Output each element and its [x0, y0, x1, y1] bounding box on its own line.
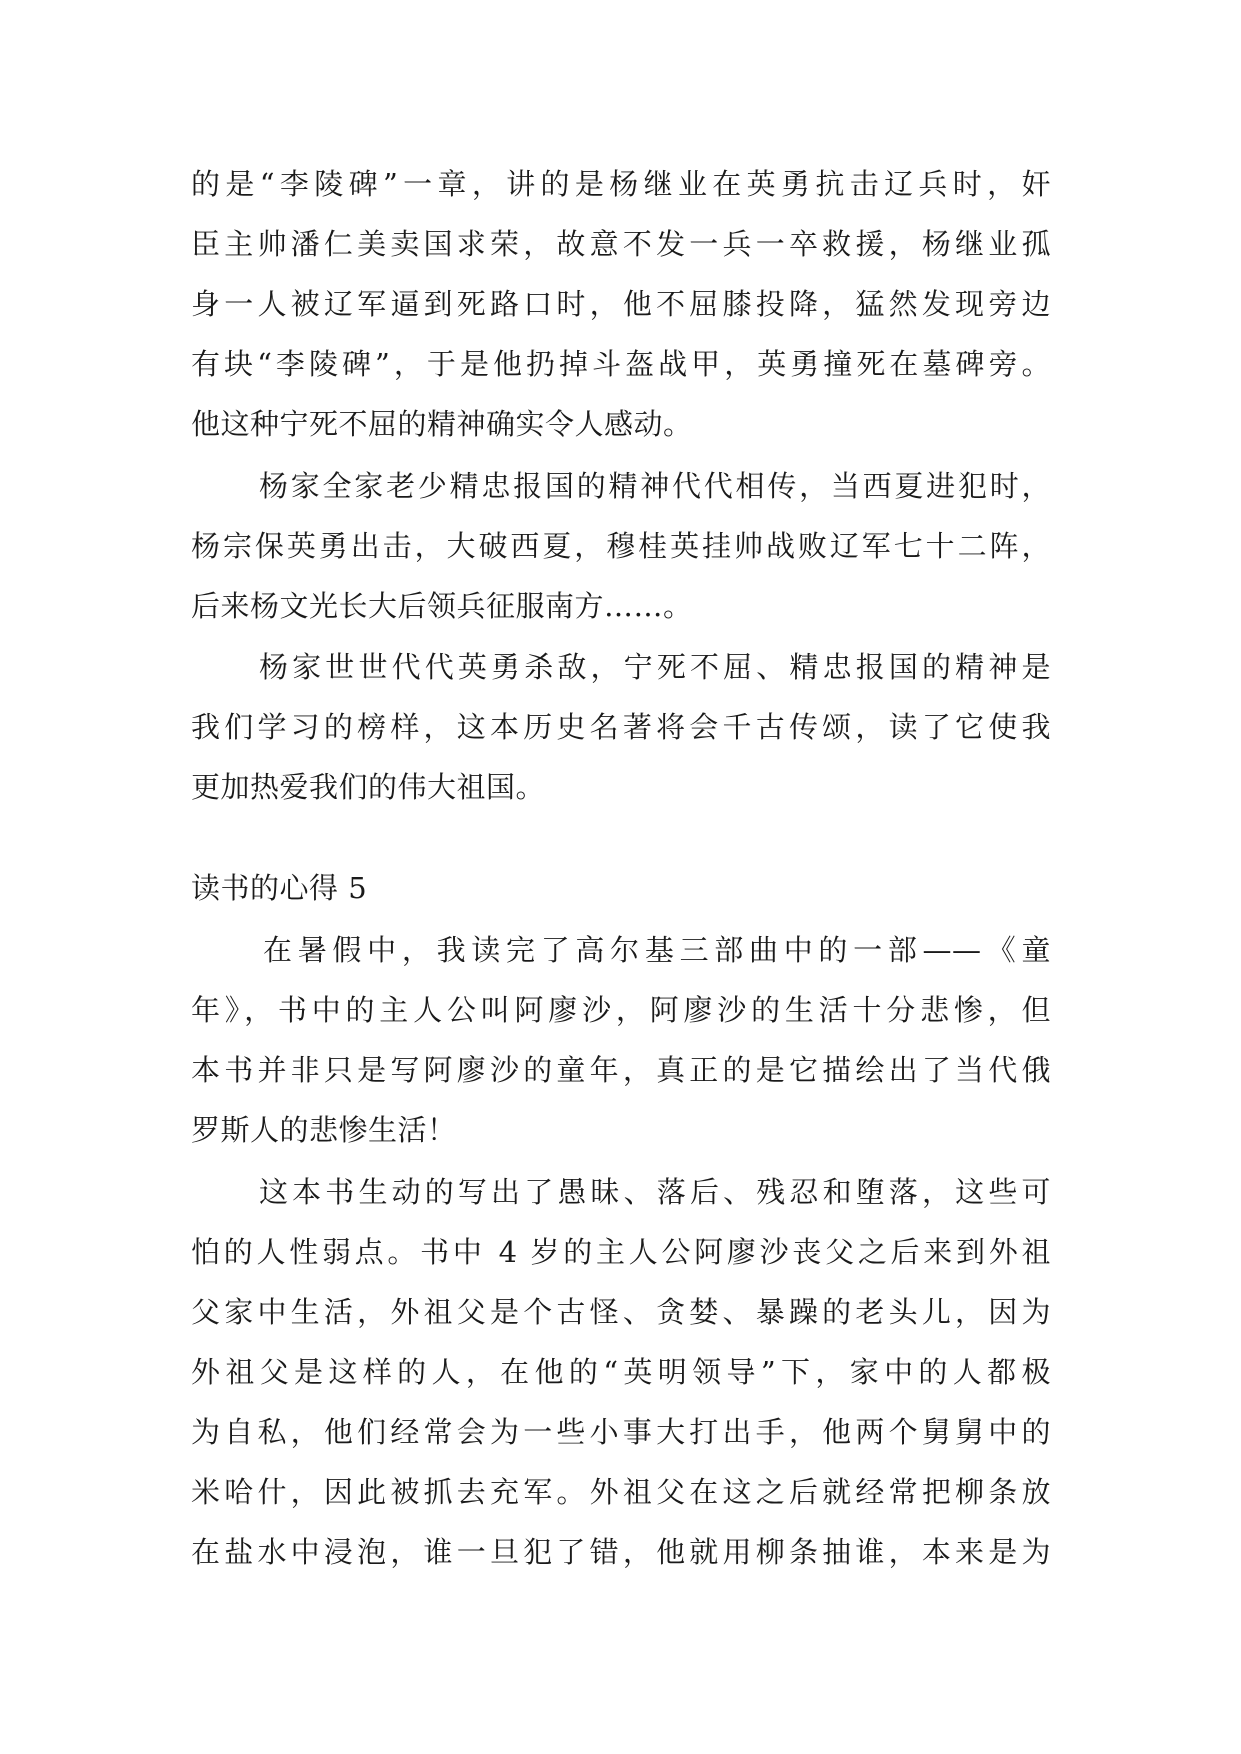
paragraph-line: 父家中生活，外祖父是个古怪、贪婪、暴躁的老头儿，因为 — [191, 1295, 1051, 1329]
paragraph-line: 更加热爱我们的伟大祖国。 — [191, 770, 546, 804]
paragraph-line: 本书并非只是写阿廖沙的童年，真正的是它描绘出了当代俄 — [191, 1053, 1051, 1087]
paragraph-line: 身一人被辽军逼到死路口时，他不屈膝投降，猛然发现旁边 — [191, 287, 1051, 321]
paragraph-line: 为自私，他们经常会为一些小事大打出手，他两个舅舅中的 — [191, 1415, 1051, 1449]
paragraph-line: 的是“李陵碑”一章，讲的是杨继业在英勇抗击辽兵时，奸 — [191, 167, 1051, 201]
paragraph-line: 臣主帅潘仁美卖国求荣，故意不发一兵一卒救援，杨继业孤 — [191, 227, 1051, 261]
paragraph-line: 在暑假中，我读完了高尔基三部曲中的一部——《童 — [263, 933, 1051, 967]
paragraph-line: 后来杨文光长大后领兵征服南方……。 — [191, 589, 693, 623]
paragraph-line: 米哈什，因此被抓去充军。外祖父在这之后就经常把柳条放 — [191, 1475, 1051, 1509]
paragraph-line: 杨宗保英勇出击，大破西夏，穆桂英挂帅战败辽军七十二阵， — [191, 529, 1051, 563]
paragraph-line: 杨家世世代代英勇杀敌，宁死不屈、精忠报国的精神是 — [259, 650, 1051, 684]
paragraph-line: 在盐水中浸泡，谁一旦犯了错，他就用柳条抽谁，本来是为 — [191, 1535, 1051, 1569]
paragraph-line: 怕的人性弱点。书中 4 岁的主人公阿廖沙丧父之后来到外祖 — [191, 1235, 1051, 1269]
paragraph-line: 我们学习的榜样，这本历史名著将会千古传颂，读了它使我 — [191, 710, 1051, 744]
paragraph-line: 年》，书中的主人公叫阿廖沙，阿廖沙的生活十分悲惨，但 — [191, 993, 1051, 1027]
paragraph-line: 这本书生动的写出了愚昧、落后、残忍和堕落，这些可 — [259, 1175, 1051, 1209]
paragraph-line: 有块“李陵碑”，于是他扔掉斗盔战甲，英勇撞死在墓碑旁。 — [191, 347, 1051, 381]
paragraph-line: 罗斯人的悲惨生活！ — [191, 1113, 457, 1147]
paragraph-line: 他这种宁死不屈的精神确实令人感动。 — [191, 407, 693, 441]
paragraph-line: 外祖父是这样的人，在他的“英明领导”下，家中的人都极 — [191, 1355, 1051, 1389]
section-heading: 读书的心得 5 — [191, 871, 368, 905]
paragraph-line: 杨家全家老少精忠报国的精神代代相传，当西夏进犯时， — [259, 469, 1051, 503]
